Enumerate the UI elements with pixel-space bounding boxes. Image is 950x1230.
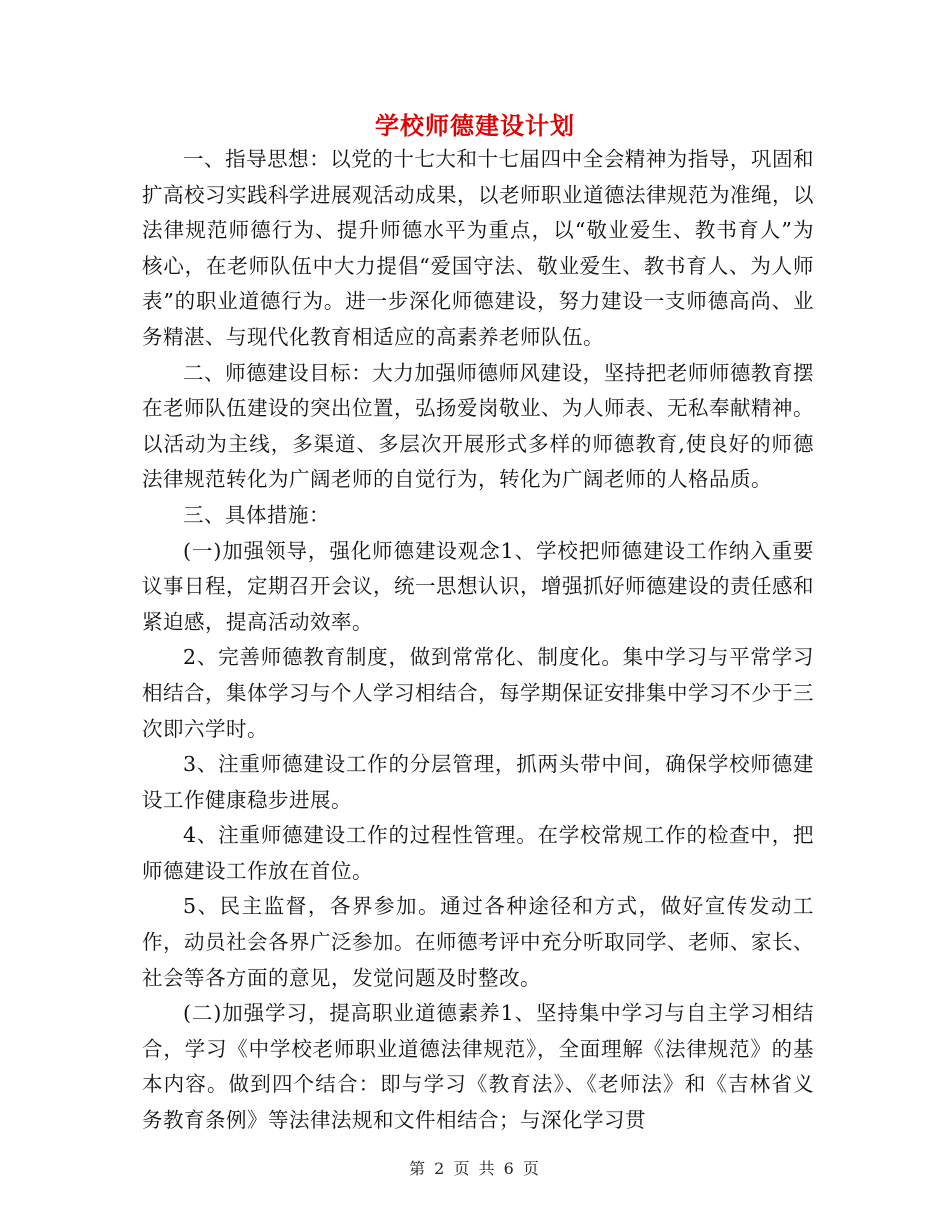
paragraph-measure-3: 3、注重师德建设工作的分层管理，抓两头带中间，确保学校师德建设工作健康稳步进展。	[142, 752, 814, 812]
page-number: 第 2 页 共 6 页	[409, 1159, 541, 1178]
paragraph-goals: 二、师德建设目标：大力加强师德师风建设，坚持把老师师德教育摆在老师队伍建设的突出位置，弘扬爱岗敬业、为人师表、无私奉献精神。以活动为主线，多渠道、多层次开展形式多样的师德教育,使良好的师德法律规范转化为广阔老师的自觉行为，转化为广阔老师的人格品质。	[142, 360, 814, 492]
paragraph-measure-2: 2、完善师德教育制度，做到常常化、制度化。集中学习与平常学习相结合，集体学习与个人学习相结合，每学期保证安排集中学习不少于三次即六学时。	[142, 645, 814, 741]
document-body	[142, 142, 814, 1139]
document-title: 学校师德建设计划	[375, 111, 575, 140]
paragraph-study-section: (二)加强学习，提高职业道德素养1、坚持集中学习与自主学习相结合，学习《中学校老师职业道德法律规范》，全面理解《法律规范》的基本内容。做到四个结合：即与学习《教育法》、《老师法》和《吉林省义务教育条例》等法律法规和文件相结合；与深化学习贯	[142, 1001, 814, 1133]
paragraph-guiding-ideology: 一、指导思想：以党的十七大和十七届四中全会精神为指导，巩固和扩高校习实践科学进展观活动成果，以老师职业道德法律规范为准绳，以法律规范师德行为、提升师德水平为重点，以“敬业爱生、教书育人”为核心，在老师队伍中大力提倡“爱国守法、敬业爱生、教书育人、为人师表”的职业道德行为。进一步深化师德建设，努力建设一支师德高尚、业务精湛、与现代化教育相适应的高素养老师队伍。	[142, 147, 814, 349]
paragraph-measure-4: 4、注重师德建设工作的过程性管理。在学校常规工作的检查中，把师德建设工作放在首位。	[142, 823, 814, 883]
paragraph-measure-5: 5、民主监督，各界参加。通过各种途径和方式，做好宣传发动工作，动员社会各界广泛参加。在师德考评中充分听取同学、老师、家长、社会等各方面的意见，发觉问题及时整改。	[142, 894, 814, 990]
paragraph-measures-heading: 三、具体措施：	[183, 502, 330, 527]
paragraph-measure-1: (一)加强领导，强化师德建设观念1、学校把师德建设工作纳入重要议事日程，定期召开会议，统一思想认识，增强抓好师德建设的责任感和紧迫感，提高活动效率。	[142, 538, 814, 634]
